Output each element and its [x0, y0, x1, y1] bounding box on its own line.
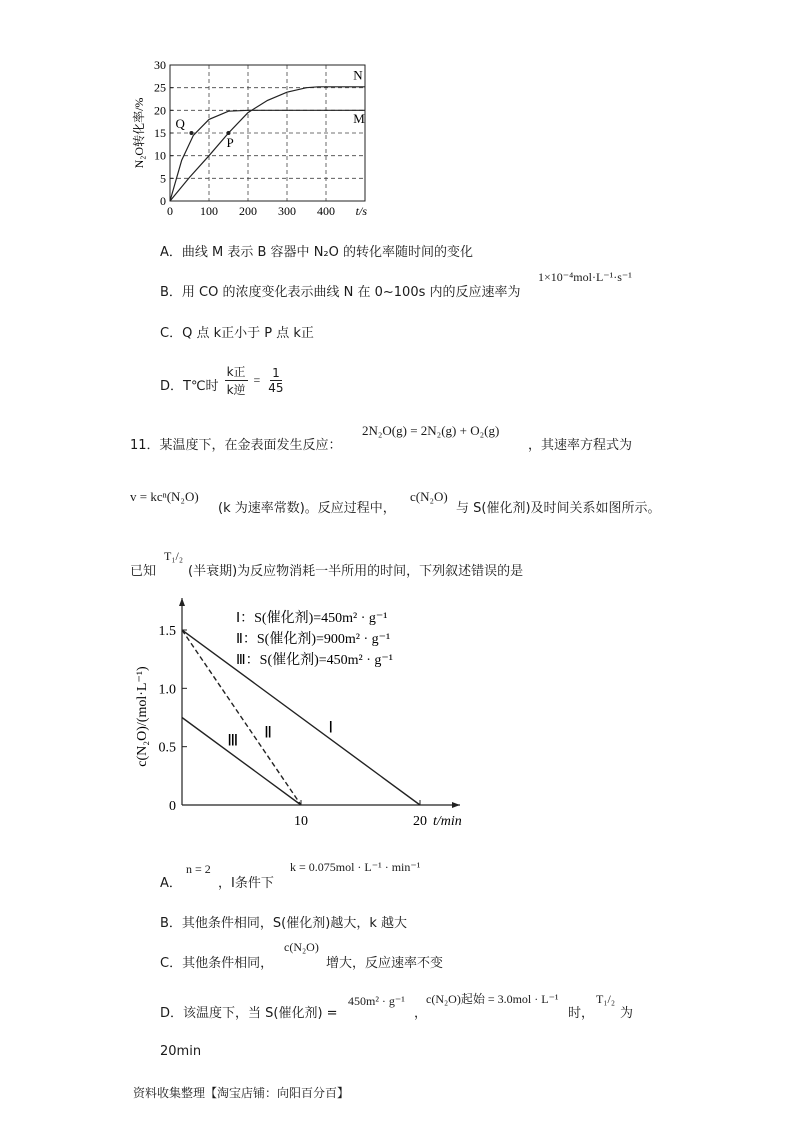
x-tick-label: 20 — [413, 814, 427, 829]
y-tick-label: 0.5 — [158, 740, 176, 756]
q11-option-a-cond: ，Ⅰ条件下 — [218, 876, 274, 891]
equals-sign: = — [253, 373, 261, 387]
q11-option-d-line2: 20min — [160, 1044, 202, 1059]
x-tick-label: 10 — [294, 814, 308, 829]
point-label-q: Q — [175, 116, 185, 131]
x-tick-label: 300 — [278, 204, 296, 218]
y-tick-label: 25 — [154, 80, 166, 95]
legend-entry: Ⅲ：S(催化剂)=450m² · g⁻¹ — [236, 653, 393, 668]
q10-option-b — [160, 281, 521, 300]
y-tick-label: 1.0 — [158, 682, 176, 698]
y-tick-label: 20 — [154, 103, 166, 118]
series-label-iii: Ⅲ — [227, 732, 239, 750]
x-axis-arrow — [452, 802, 460, 808]
q10-option-d-text: D．T℃时 — [160, 379, 219, 394]
y-tick-label: 15 — [154, 126, 166, 140]
point-q — [189, 131, 193, 135]
q11-option-c-a: C．其他条件相同， — [160, 956, 274, 971]
y-tick-label: 10 — [154, 148, 166, 163]
legend-entry: Ⅰ：S(催化剂)=450m² · g⁻¹ — [236, 611, 388, 626]
q11-stem-2a: (k 为速率常数)。反应过程中， — [218, 501, 396, 516]
q11-c-n2o: c(N₂O) — [410, 489, 448, 504]
k-reverse: k逆 — [226, 383, 246, 397]
k-forward: k正 — [226, 365, 246, 379]
q11-option-d-d: 为 — [620, 1006, 634, 1021]
legend-entry: Ⅱ：S(催化剂)=900m² · g⁻¹ — [236, 632, 391, 647]
q10-option-a: A．曲线 M 表示 B 容器中 N₂O 的转化率随时间的变化 — [160, 245, 473, 260]
conversion-chart — [120, 50, 380, 225]
q11-option-d-half-life: T₁/₂ — [596, 992, 616, 1006]
y-axis-label: N₂O转化率/% — [132, 97, 146, 169]
x-tick-label: 200 — [239, 204, 257, 218]
q11-half-life-symbol: T₁/₂ — [164, 549, 184, 563]
x-axis-label: t/min — [432, 814, 462, 829]
value-denominator: 45 — [268, 381, 284, 395]
y-axis-arrow — [179, 598, 185, 606]
q11-stem-3a: 已知 — [130, 564, 157, 579]
y-tick-label: 0 — [169, 799, 176, 814]
q10-option-b-text: B．用 CO 的浓度变化表示曲线 N 在 0~100s 内的反应速率为 — [160, 285, 521, 300]
q11-stem-1a: 11．某温度下，在金表面发生反应： — [130, 438, 342, 453]
y-tick-label: 5 — [160, 171, 166, 186]
q11-option-d-a: D．该温度下，当 S(催化剂) = — [160, 1006, 338, 1021]
q11-stem-1b: ，其速率方程式为 — [528, 438, 633, 453]
x-tick-label: 400 — [317, 204, 335, 218]
q11-option-c-b: 增大，反应速率不变 — [326, 956, 444, 971]
series-line-N — [170, 87, 365, 201]
q11-option-a-k: k = 0.075mol · L⁻¹ · min⁻¹ — [290, 860, 421, 874]
series-label-m: M — [353, 111, 365, 127]
y-tick-label: 30 — [154, 58, 166, 72]
q10-option-c: C．Q 点 k正小于 P 点 k正 — [160, 326, 314, 341]
footer-source: 资料收集整理【淘宝店铺：向阳百分百】 — [133, 1086, 350, 1100]
q10-option-d — [160, 363, 286, 398]
q11-option-b: B．其他条件相同，S(催化剂)越大，k 越大 — [160, 916, 407, 931]
point-label-p: P — [226, 135, 234, 150]
q11-option-a-label: A． — [160, 876, 182, 891]
series-line-Ⅲ — [182, 718, 301, 806]
q11-option-c-conc: c(N₂O) — [284, 940, 319, 954]
q11-option-a-n: n = 2 — [186, 862, 211, 876]
concentration-chart — [128, 590, 518, 835]
q10-option-d-value — [266, 366, 285, 395]
q11-option-d-conc: c(N₂O)起始 = 3.0mol · L⁻¹ — [426, 992, 559, 1006]
value-numerator: 1 — [272, 366, 280, 380]
x-tick-label: 100 — [200, 204, 218, 218]
q11-option-d-area: 450m² · g⁻¹ — [348, 994, 405, 1008]
y-tick-label: 1.5 — [158, 624, 176, 639]
y-axis-label: c(N₂O)/(mol·L⁻¹) — [135, 666, 150, 767]
q11-option-d-b: ， — [414, 1006, 428, 1021]
series-label-ii: Ⅱ — [264, 724, 272, 742]
q11-reaction-equation: 2N₂O(g) = 2N₂(g) + O₂(g) — [362, 423, 500, 438]
series-label-n: N — [353, 67, 363, 83]
q11-rate-equation: v = kcⁿ(N₂O) — [130, 489, 199, 504]
series-label-i: Ⅰ — [328, 719, 334, 737]
q11-stem-3b: (半衰期)为反应物消耗一半所用的时间，下列叙述错误的是 — [188, 564, 524, 579]
x-axis-label: t/s — [355, 204, 367, 218]
q11-stem-2b: 与 S(催化剂)及时间关系如图所示。 — [456, 501, 661, 516]
q11-stem-line1 — [130, 434, 342, 453]
y-tick-label: 0 — [160, 194, 166, 208]
q10-option-d-ratio — [225, 363, 248, 398]
x-tick-label: 0 — [167, 204, 173, 218]
q10-option-b-rate: 1×10⁻⁴mol·L⁻¹·s⁻¹ — [538, 270, 632, 284]
q11-option-d-c: 时， — [568, 1006, 595, 1021]
